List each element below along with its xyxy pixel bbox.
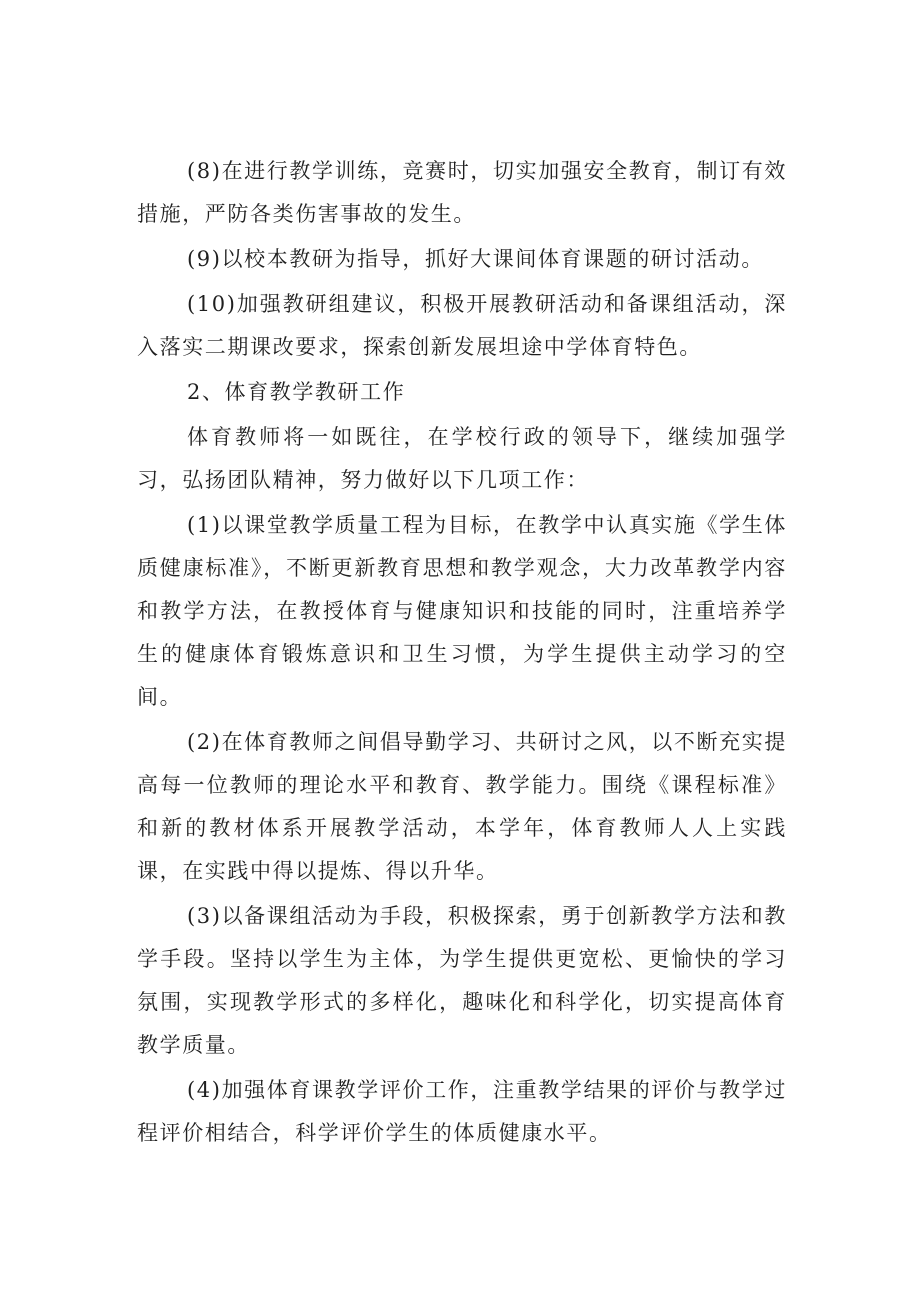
- paragraph-item-10: (10)加强教研组建议，积极开展教研活动和备课组活动，深入落实二期课改要求，探索创新发展坦途中学体育特色。: [137, 292, 787, 359]
- paragraph-item-9: (9)以校本教研为指导，抓好大课间体育课题的研讨活动。: [187, 247, 764, 271]
- paragraph-item-8: (8)在进行教学训练，竞赛时，切实加强安全教育，制订有效措施，严防各类伤害事故的发生。: [137, 159, 787, 226]
- section-heading: 2、体育教学教研工作: [187, 380, 406, 404]
- section-intro-paragraph: 体育教师将一如既往，在学校行政的领导下，继续加强学习，弘扬团队精神，努力做好以下几项工作：: [137, 425, 787, 492]
- document-body: [137, 150, 787, 1155]
- paragraph-item-1: (1)以课堂教学质量工程为目标，在教学中认真实施《学生体质健康标准》，不断更新教育思想和教学观念，大力改革教学内容和教学方法，在教授体育与健康知识和技能的同时，注重培养学生的健康体育锻炼意识和卫生习惯，为学生提供主动学习的空间。: [137, 513, 787, 709]
- paragraph-item-4: (4)加强体育课教学评价工作，注重教学结果的评价与教学过程评价相结合，科学评价学生的体质健康水平。: [137, 1078, 787, 1145]
- paragraph-item-2: (2)在体育教师之间倡导勤学习、共研讨之风，以不断充实提高每一位教师的理论水平和教育、教学能力。围绕《课程标准》和新的教材体系开展教学活动，本学年，体育教师人人上实践课，在实践中得以提炼、得以升华。: [137, 730, 787, 883]
- paragraph-item-3: (3)以备课组活动为手段，积极探索，勇于创新教学方法和教学手段。坚持以学生为主体，为学生提供更宽松、更愉快的学习氛围，实现教学形式的多样化，趣味化和科学化，切实提高体育教学质量。: [137, 904, 787, 1057]
